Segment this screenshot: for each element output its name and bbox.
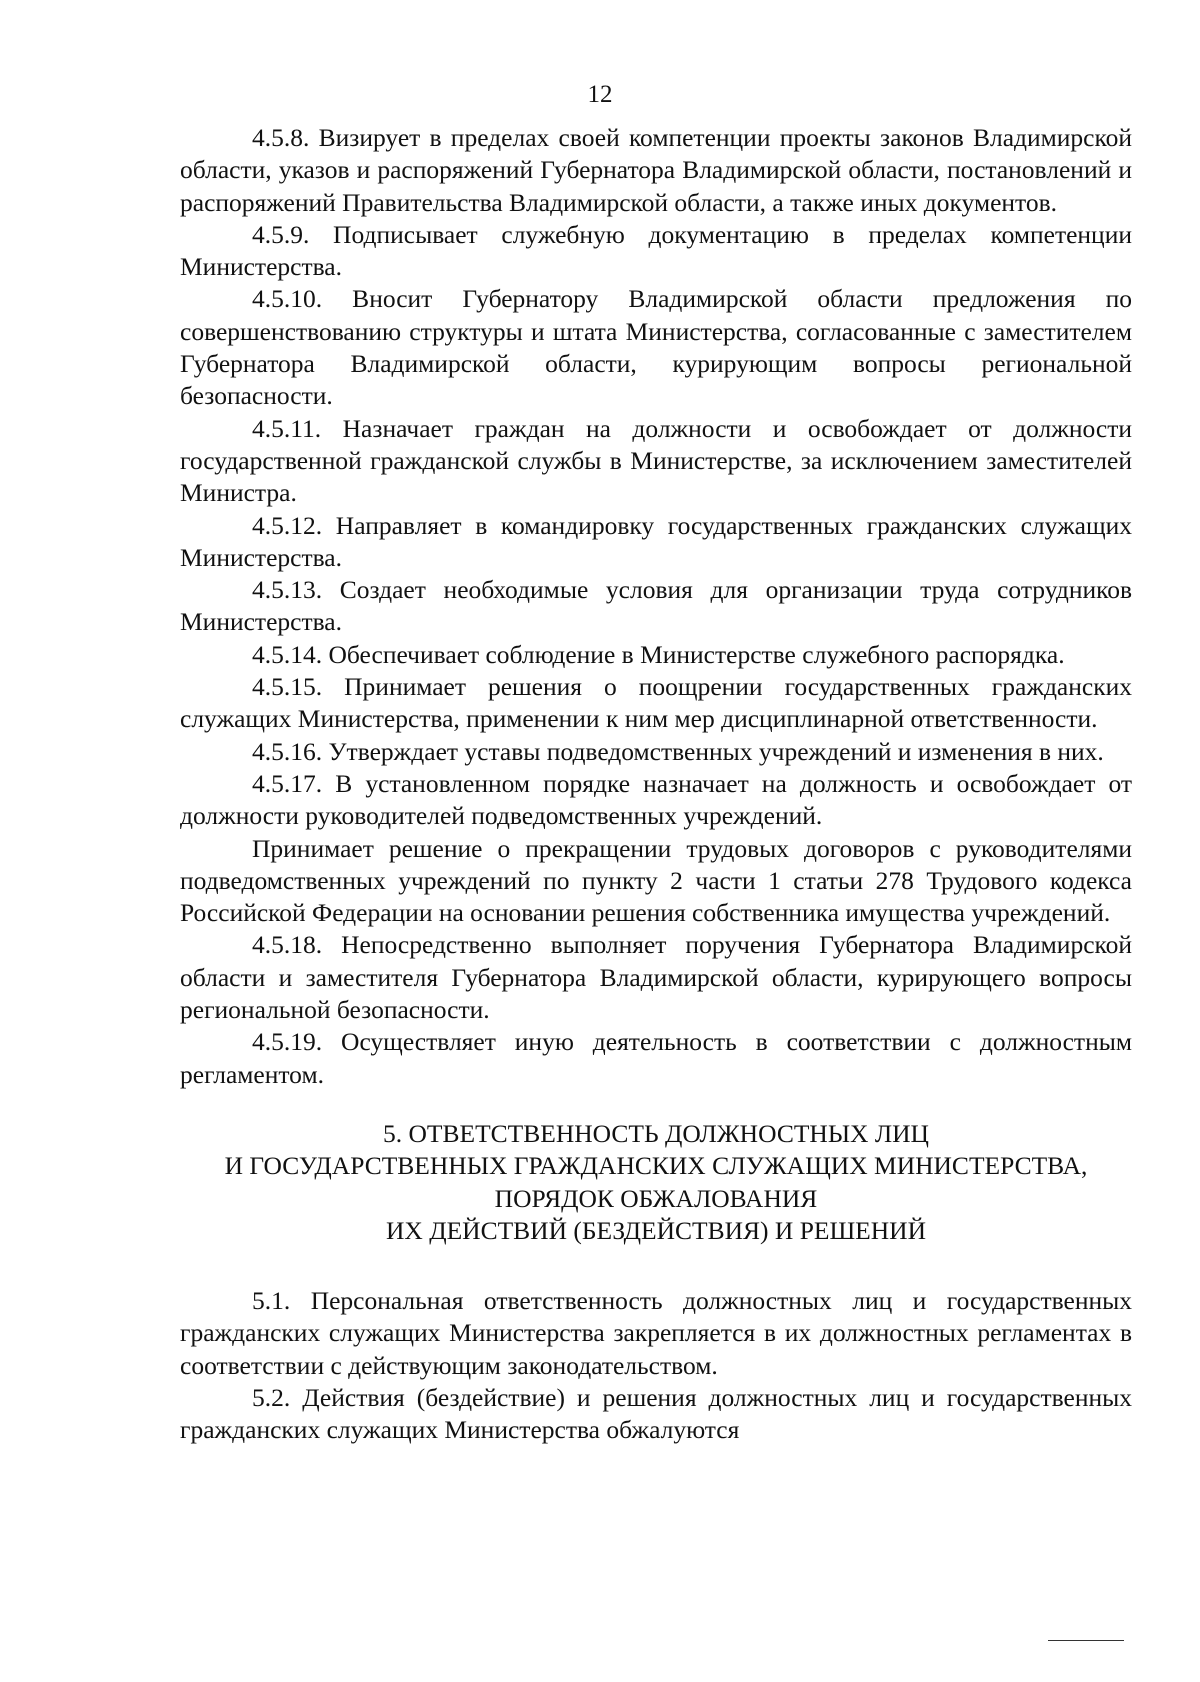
paragraph-4-5-17-continued: Принимает решение о прекращении трудовых договоров с руководителями подведомственных учреждений по пункту 2 части 1 статьи 278 Трудового кодекса Российской Федерации на основании решения собственника имущества учреждений. bbox=[180, 833, 1132, 928]
paragraph-4-5-12: 4.5.12. Направляет в командировку государственных гражданских служащих Министерства. bbox=[180, 510, 1132, 572]
section-heading-line: ИХ ДЕЙСТВИЙ (БЕЗДЕЙСТВИЯ) И РЕШЕНИЙ bbox=[386, 1215, 926, 1245]
paragraph-5-1: 5.1. Персональная ответственность должностных лиц и государственных гражданских служащих Министерства закрепляется в их должностных регламентах в соответствии с действующим законодательством. bbox=[180, 1286, 1132, 1380]
section-heading-line: 5. ОТВЕТСТВЕННОСТЬ ДОЛЖНОСТНЫХ ЛИЦ bbox=[383, 1118, 929, 1148]
paragraph-4-5-14: 4.5.14. Обеспечивает соблюдение в Министерстве служебного распорядка. bbox=[252, 639, 1065, 669]
paragraph-4-5-17: 4.5.17. В установленном порядке назначает на должность и освобождает от должности руководителей подведомственных учреждений. bbox=[180, 768, 1132, 831]
section-heading-line: И ГОСУДАРСТВЕННЫХ ГРАЖДАНСКИХ СЛУЖАЩИХ МИНИСТЕРСТВА, bbox=[224, 1151, 1088, 1181]
paragraph-4-5-9: 4.5.9. Подписывает служебную документацию в пределах компетенции Министерства. bbox=[180, 219, 1132, 282]
footer-rule bbox=[1048, 1640, 1124, 1641]
paragraph-4-5-10: 4.5.10. Вносит Губернатору Владимирской области предложения по совершенствованию структуры и штата Министерства, согласованные с заместителем Губернатора Владимирской области, курирующим вопросы региональной безопасности. bbox=[180, 284, 1132, 411]
paragraph-4-5-19: 4.5.19. Осуществляет иную деятельность в соответствии с должностным регламентом. bbox=[180, 1027, 1132, 1089]
paragraph-5-2: 5.2. Действия (бездействие) и решения должностных лиц и государственных гражданских служащих Министерства обжалуются bbox=[180, 1382, 1132, 1445]
paragraph-4-5-18: 4.5.18. Непосредственно выполняет поручения Губернатора Владимирской области и заместителя Губернатора Владимирской области, курирующего вопросы региональной безопасности. bbox=[180, 930, 1132, 1025]
section-heading-line: ПОРЯДОК ОБЖАЛОВАНИЯ bbox=[494, 1183, 818, 1213]
page-number: 12 bbox=[587, 81, 613, 108]
section-5-heading bbox=[180, 1118, 1132, 1247]
paragraph-4-5-13: 4.5.13. Создает необходимые условия для организации труда сотрудников Министерства. bbox=[180, 575, 1132, 637]
paragraph-4-5-11: 4.5.11. Назначает граждан на должности и освобождает от должности государственной гражданской службы в Министерстве, за исключением заместителей Министра. bbox=[180, 413, 1132, 508]
paragraph-4-5-16: 4.5.16. Утверждает уставы подведомственных учреждений и изменения в них. bbox=[252, 736, 1104, 766]
paragraph-4-5-15: 4.5.15. Принимает решения о поощрении государственных гражданских служащих Министерства, применении к ним мер дисциплинарной ответственности. bbox=[180, 672, 1132, 734]
paragraph-4-5-8: 4.5.8. Визирует в пределах своей компетенции проекты законов Владимирской области, указов и распоряжений Губернатора Владимирской области, постановлений и распоряжений Правительства Владимирской области, а также иных документов. bbox=[180, 123, 1132, 217]
document-body bbox=[180, 122, 1132, 1447]
